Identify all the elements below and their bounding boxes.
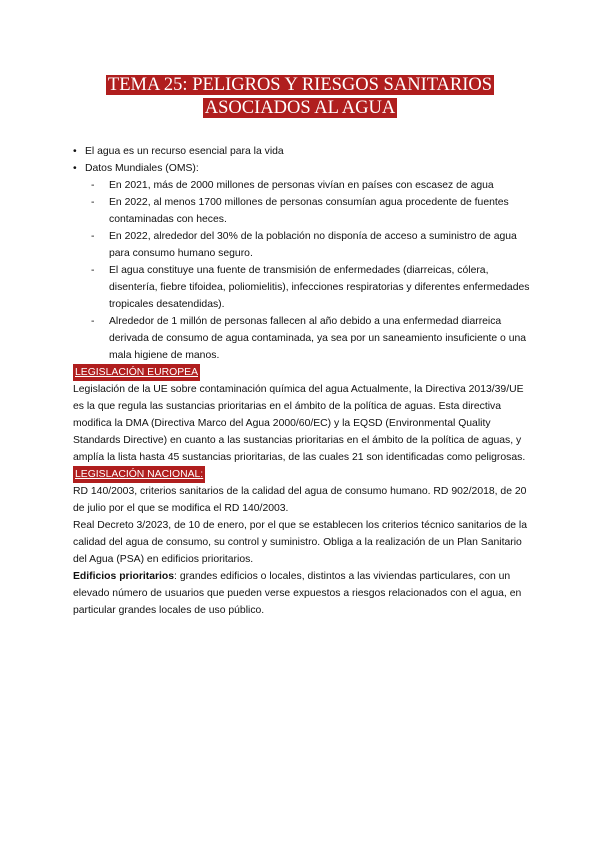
edificios-text: : grandes edificios o locales, distintos a las viviendas particulares, con un elevado número de usuarios que pueden verse expuestos a riesgos relacionados con el agua, en particular grandes locales de uso público. (73, 571, 522, 616)
oms-data-list (73, 177, 535, 364)
title-line-1: TEMA 25: PELIGROS Y RIESGOS SANITARIOS (107, 75, 493, 95)
paragraph-rd3-2023: Real Decreto 3/2023, de 10 de enero, por el que se establecen los criterios técnico sanitarios de la calidad del agua de consumo, su control y suministro. Obliga a la realización de un Plan Sanitario del Agua (PSA) en edificios prioritarios. (73, 520, 527, 565)
edificios-label: Edificios prioritarios (73, 571, 175, 582)
list-item: - En 2022, al menos 1700 millones de personas consumían agua procedente de fuentes contaminadas con heces. (73, 194, 535, 228)
paragraph-europea: Legislación de la UE sobre contaminación química del agua Actualmente, la Directiva 2013/39/UE es la que regula las sustancias prioritarias en el ámbito de la política de aguas. Esta directiva modifica la DMA (Directiva Marco del Agua 2000/60/EC) y la EQSD (Environmental Quality Standards Directive) en cuanto a las sustancias prioritarias en el ámbito de la política de aguas, y amplía la lista hasta 45 sustancias prioritarias, de las cuales 21 son identificadas como peligrosas. (73, 384, 526, 463)
bullet-item: • Datos Mundiales (OMS): (73, 160, 535, 177)
list-item: - En 2022, alrededor del 30% de la población no disponía de acceso a suministro de agua para consumo humano seguro. (73, 228, 535, 262)
section-heading-nacional (73, 466, 535, 483)
list-item: - Alrededor de 1 millón de personas fallecen al año debido a una enfermedad diarreica derivada de consumo de agua contaminada, ya sea por un saneamiento insuficiente o una mala higiene de manos. (73, 313, 535, 364)
paragraph-edificios (73, 568, 535, 619)
page-title (0, 74, 600, 120)
heading-label: LEGISLACIÓN EUROPEA (73, 364, 200, 381)
paragraph-rd140: RD 140/2003, criterios sanitarios de la calidad del agua de consumo humano. RD 902/2018, de 20 de julio por el que se modifica el RD 140/2003. (73, 486, 527, 514)
heading-label: LEGISLACIÓN NACIONAL: (73, 466, 205, 483)
list-item: - En 2021, más de 2000 millones de personas vivían en países con escasez de agua (73, 177, 535, 194)
section-heading-europea (73, 364, 535, 381)
list-item: - El agua constituye una fuente de transmisión de enfermedades (diarreicas, cólera, disentería, fiebre tifoidea, poliomielitis), infecciones respiratorias y diferentes enfermedades tropicales desatendidas). (73, 262, 535, 313)
document-body (73, 143, 535, 619)
bullet-item: • El agua es un recurso esencial para la vida (73, 143, 535, 160)
title-line-2: ASOCIADOS AL AGUA (204, 98, 396, 118)
